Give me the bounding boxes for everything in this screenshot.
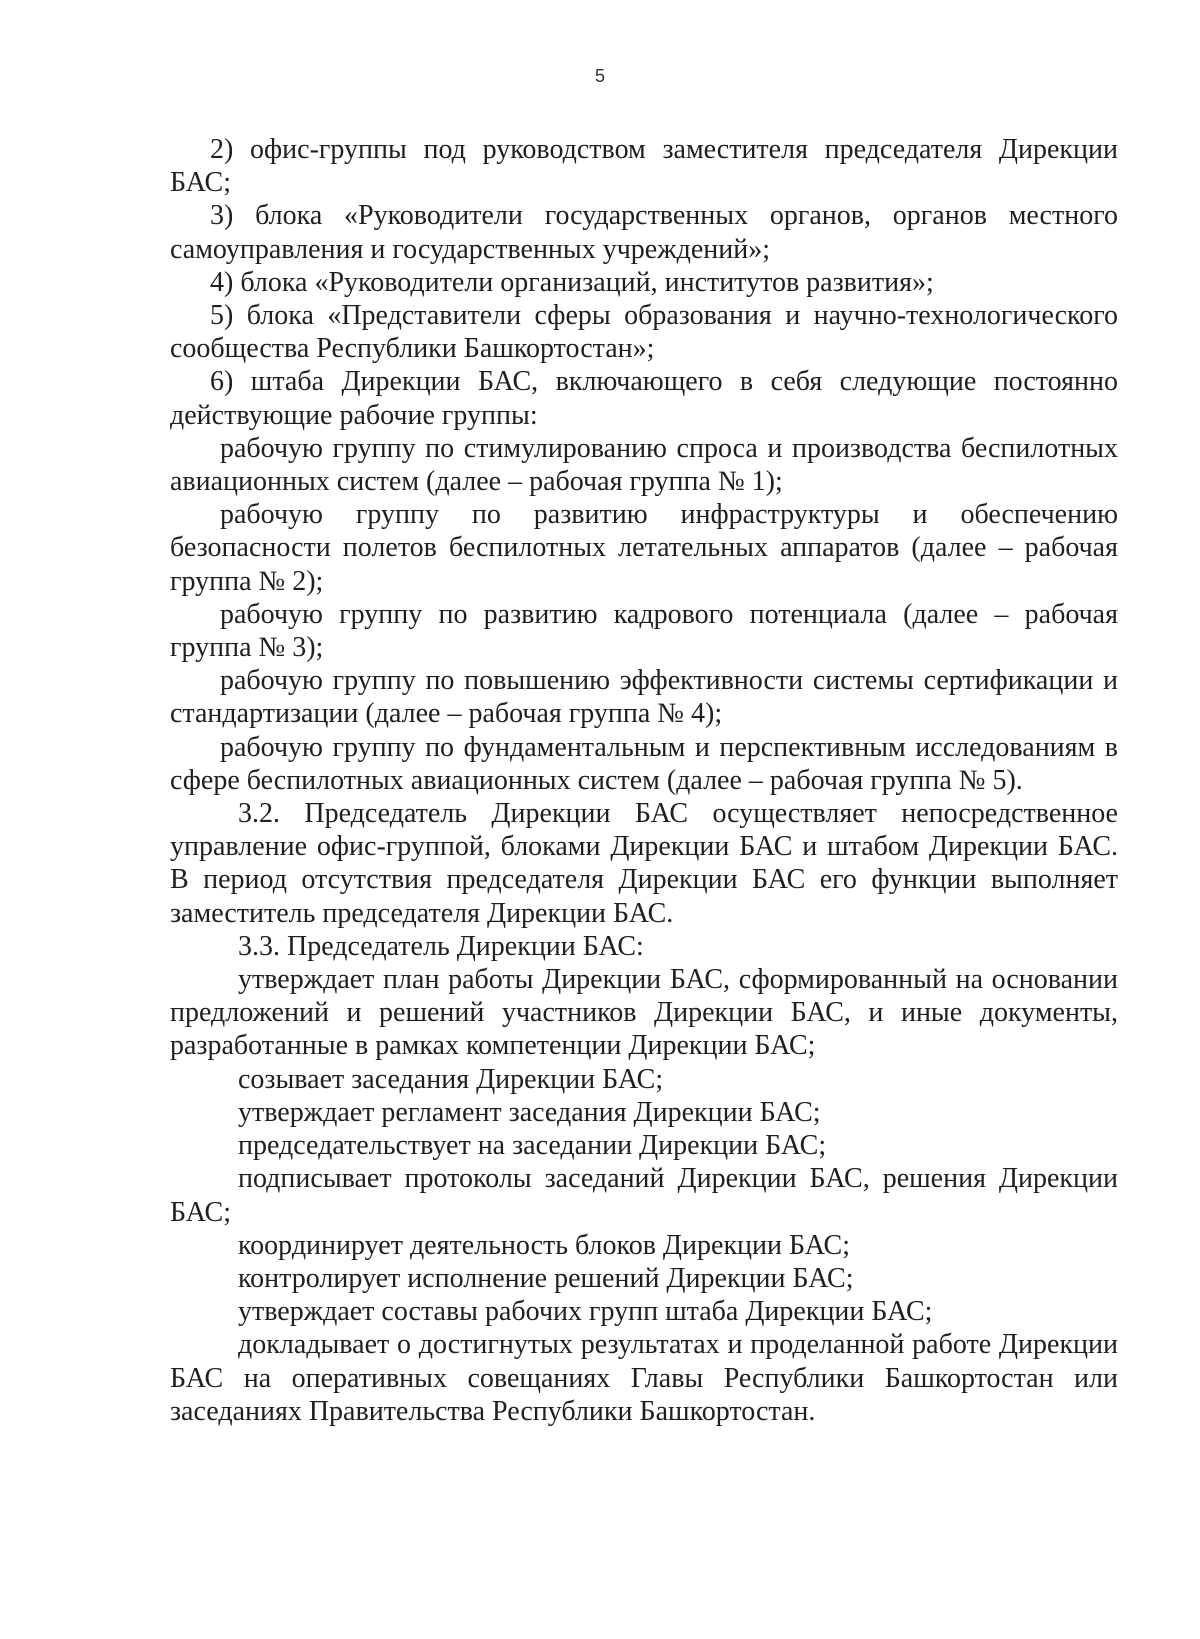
paragraph: 5) блока «Представители сферы образования и научно-технологического сообщества Республики Башкортостан»; <box>170 300 1118 365</box>
paragraph: 4) блока «Руководители организаций, институтов развития»; <box>210 266 934 298</box>
paragraph: утверждает составы рабочих групп штаба Дирекции БАС; <box>238 1296 933 1328</box>
paragraph: координирует деятельность блоков Дирекции БАС; <box>238 1229 850 1261</box>
paragraph: рабочую группу по развитию инфраструктуры и обеспечению безопасности полетов беспилотных летательных аппаратов (далее – рабочая группа № 2); <box>170 499 1118 597</box>
paragraph: 6) штаба Дирекции БАС, включающего в себя следующие постоянно действующие рабочие группы: <box>170 366 1118 431</box>
page-number: 5 <box>594 66 605 86</box>
paragraph: созывает заседания Дирекции БАС; <box>238 1063 664 1095</box>
paragraph: рабочую группу по стимулированию спроса и производства беспилотных авиационных систем (далее – рабочая группа № 1); <box>170 432 1118 498</box>
paragraph: 3) блока «Руководители государственных органов, органов местного самоуправления и государственных учреждений»; <box>170 200 1118 265</box>
paragraph: утверждает план работы Дирекции БАС, сформированный на основании предложений и решений участников Дирекции БАС, и иные документы, разработанные в рамках компетенции Дирекции БАС; <box>170 964 1118 1062</box>
paragraph: утверждает регламент заседания Дирекции БАС; <box>238 1096 821 1128</box>
paragraph: рабочую группу по повышению эффективности системы сертификации и стандартизации (далее – рабочая группа № 4); <box>170 665 1118 730</box>
paragraph: председательствует на заседании Дирекции БАС; <box>238 1130 827 1162</box>
paragraph: 3.2. Председатель Дирекции БАС осуществляет непосредственное управление офис-группой, блоками Дирекции БАС и штабом Дирекции БАС. В период отсутствия председателя Дирекции БАС его функции выполняет заместитель председателя Дирекции БАС. <box>170 798 1118 929</box>
paragraph: рабочую группу по фундаментальным и перспективным исследованиям в сфере беспилотных авиационных систем (далее – рабочая группа № 5). <box>170 731 1118 796</box>
paragraph: подписывает протоколы заседаний Дирекции БАС, решения Дирекции БАС; <box>170 1163 1118 1228</box>
document-body <box>170 133 1118 1428</box>
paragraph: 2) офис-группы под руководством заместителя председателя Дирекции БАС; <box>170 134 1118 199</box>
paragraph: рабочую группу по развитию кадрового потенциала (далее – рабочая группа № 3); <box>170 598 1118 664</box>
paragraph: докладывает о достигнутых результатах и проделанной работе Дирекции БАС на оперативных совещаниях Главы Республики Башкортостан или заседаниях Правительства Республики Башкортостан. <box>170 1329 1118 1427</box>
paragraph: контролирует исполнение решений Дирекции БАС; <box>238 1262 854 1294</box>
paragraph: 3.3. Председатель Дирекции БАС: <box>238 930 644 962</box>
